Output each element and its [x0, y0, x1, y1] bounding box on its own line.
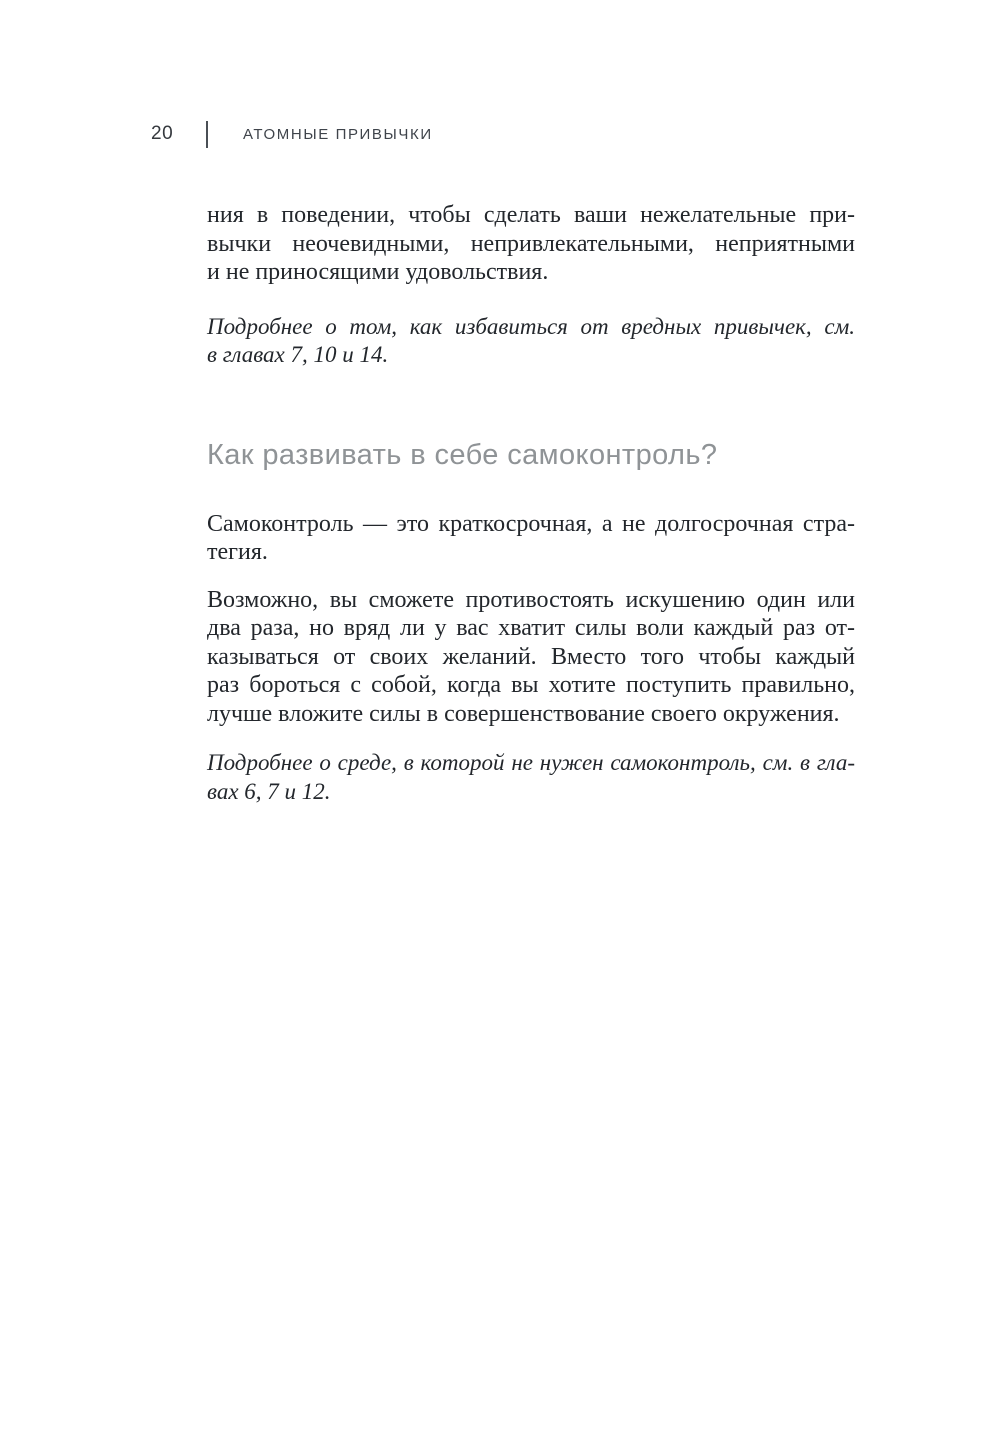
page-number: 20: [151, 123, 174, 144]
text-line: Подробнее о среде, в которой не нужен самоконтроль, см. в гла-: [207, 750, 855, 775]
text-line: лучше вложите силы в совершенствование своего окружения.: [207, 700, 840, 727]
section-heading-self-control: Как развивать в себе самоконтроль?: [207, 438, 718, 471]
paragraph-self-control-strategy: [207, 510, 855, 567]
paragraph-willpower-environment: [207, 586, 855, 729]
text-line: в главах 7, 10 и 14.: [207, 342, 389, 367]
text-line: и не приносящими удовольствия.: [207, 259, 549, 285]
text-line: вах 6, 7 и 12.: [207, 778, 331, 804]
text-line: два раза, но вряд ли у вас хватит силы воли каждый раз от-: [207, 615, 855, 641]
text-line: казываться от своих желаний. Вместо того чтобы каждый: [207, 643, 855, 670]
text-column: [207, 0, 855, 806]
text-line: Возможно, вы сможете противостоять искушению один или: [207, 586, 855, 613]
text-line: вычки неочевидными, непривлекательными, неприятными: [207, 230, 855, 257]
running-head-book-title: АТОМНЫЕ ПРИВЫЧКИ: [243, 126, 433, 143]
text-line: тегия.: [207, 539, 268, 565]
text-line: ния в поведении, чтобы сделать ваши нежелательные при-: [207, 202, 855, 228]
text-line: раз бороться с собой, когда вы хотите поступить правильно,: [207, 672, 855, 698]
paragraph-bad-habits: [207, 201, 855, 287]
note-see-chapters-6-7-12: [207, 749, 855, 806]
note-see-chapters-7-10-14: [207, 313, 855, 370]
text-line: Самоконтроль — это краткосрочная, а не долгосрочная стра-: [207, 510, 855, 537]
text-line: Подробнее о том, как избавиться от вредных привычек, см.: [207, 313, 855, 339]
